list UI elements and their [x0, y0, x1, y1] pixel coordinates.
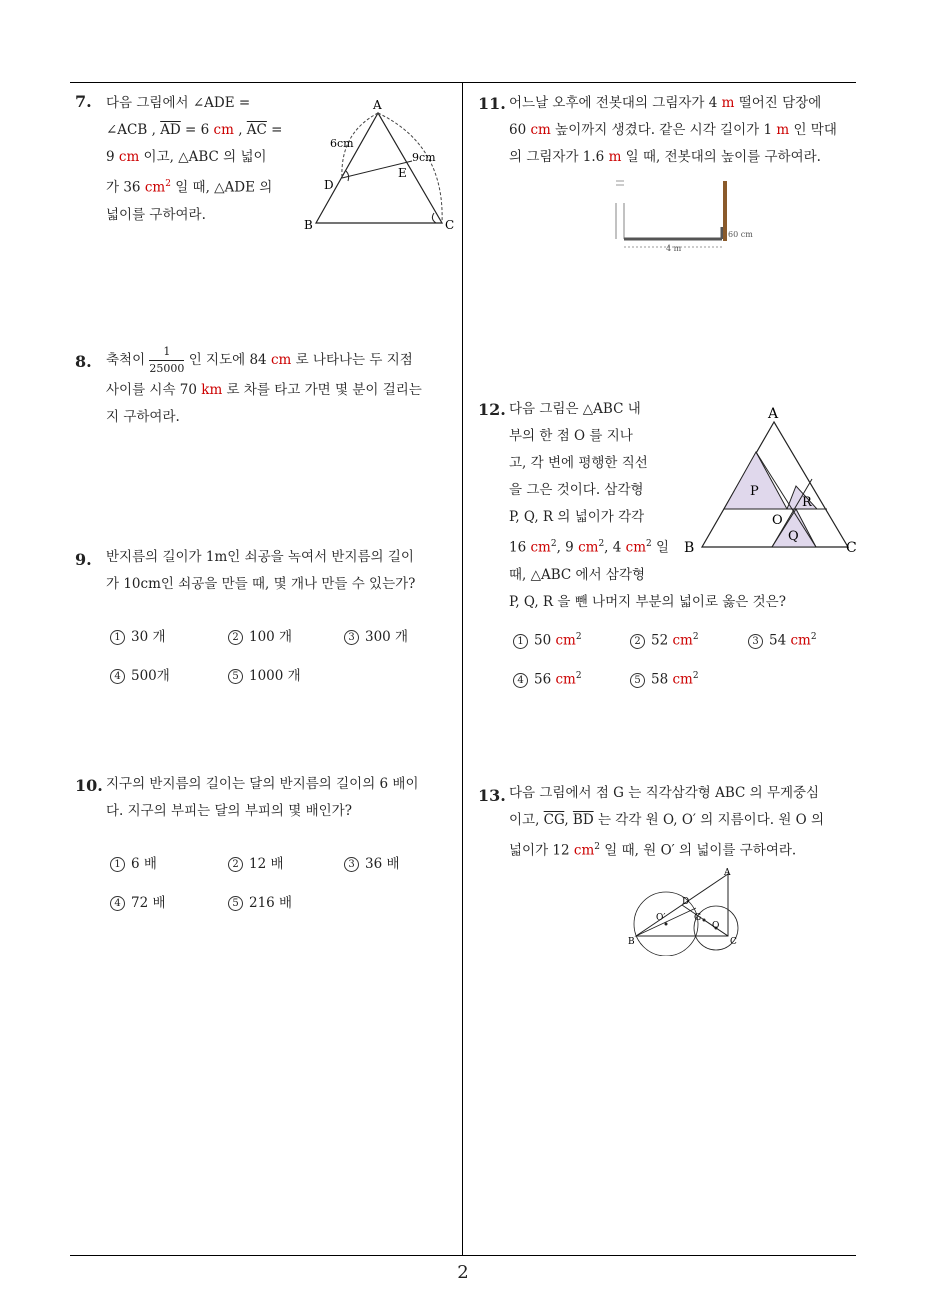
q7-line1: 다음 그림에서 ∠ADE =: [106, 95, 251, 111]
q10-number: 10.: [75, 776, 103, 795]
q12-line7: 때, △ABC 에서 삼각형: [509, 566, 646, 583]
q9-choice-2[interactable]: 2 100 개: [228, 625, 292, 645]
q10-text: [106, 771, 458, 825]
q7-fig-len2: 9cm: [412, 151, 436, 164]
q13-text: [509, 780, 861, 865]
q13-fig-O-prime: O′: [656, 913, 666, 923]
q13-line3: 넓이가 12 $cm^2$ 일 때, 원 O′ 의 넓이를 구하여라.: [509, 842, 797, 859]
q12-fig-R: R: [802, 495, 812, 510]
q13-number: 13.: [478, 786, 506, 805]
column-divider: [462, 82, 463, 1256]
q7-line2: ∠ACB , $\overline{AD} = 6$ cm , $\overline{AC}$ =: [106, 122, 283, 138]
q7-line3: 9 cm 이고, △ABC 의 넓이: [106, 149, 267, 165]
q11-text: [509, 90, 861, 171]
q12-line5: P, Q, R 의 넓이가 각각: [509, 509, 645, 525]
q12-choice-5[interactable]: 5 58 $cm^2$: [630, 671, 699, 688]
q10-line2: 다. 지구의 부피는 달의 부피의 몇 배인가?: [106, 803, 352, 819]
q9-choice-1[interactable]: 1 30 개: [110, 625, 166, 645]
q12-fig-C: C: [846, 540, 857, 556]
q13-fig-G: G: [694, 913, 702, 923]
q7-fig-len1: 6cm: [330, 137, 354, 150]
q13-fig-D: D: [682, 897, 690, 907]
q8-line3: 지 구하여라.: [106, 409, 180, 425]
q7-text: [106, 90, 292, 229]
q7-line4: 가 36 $cm^2$ 일 때, △ADE 의: [106, 179, 273, 196]
bottom-rule: [70, 1255, 856, 1256]
q12-number: 12.: [478, 400, 506, 419]
q11-figure: [610, 175, 760, 255]
q12-fig-O: O: [772, 513, 783, 528]
q10-choice-5[interactable]: 5 216 배: [228, 891, 292, 911]
q10-choice-3[interactable]: 3 36 배: [344, 852, 400, 872]
q13-fig-A: A: [724, 868, 731, 878]
q8-line1: 축척이 $\frac{1}{25000}$ 인 지도에 84 cm 로 나타나는 두 지점: [106, 345, 413, 375]
q12-line4: 을 그은 것이다. 삼각형: [509, 482, 644, 498]
q10-choice-2[interactable]: 2 12 배: [228, 852, 284, 872]
q9-choice-5[interactable]: 5 1000 개: [228, 664, 301, 684]
q12-line6: 16 $cm^2$, 9 $cm^2$, 4 $cm^2$ 일: [509, 539, 670, 556]
q11-fig-distance: 4 m: [666, 244, 682, 253]
q12-line8: P, Q, R 을 뺀 나머지 부분의 넓이로 옳은 것은?: [509, 593, 786, 610]
q12-line3: 고, 각 변에 평행한 직선: [509, 455, 648, 471]
q8-scale-fraction: $\frac{1}{25000}$: [149, 345, 185, 375]
q10-line1: 지구의 반지름의 길이는 달의 반지름의 길이의 6 배이: [106, 776, 419, 792]
q12-line2: 부의 한 점 O 를 지나: [509, 428, 633, 444]
q7-fig-E: E: [398, 166, 407, 180]
q11-line3: 의 그림자가 1.6 m 일 때, 전봇대의 높이를 구하여라.: [509, 149, 821, 165]
q12-fig-A: A: [768, 406, 779, 422]
page-number: 2: [457, 1262, 469, 1283]
q8-text: [106, 344, 456, 431]
q9-choice-4[interactable]: 4 500개: [110, 664, 170, 684]
q12-line1: 다음 그림은 △ABC 내: [509, 401, 641, 417]
q12-choice-4[interactable]: 4 56 $cm^2$: [513, 671, 582, 688]
q9-choice-3[interactable]: 3 300 개: [344, 625, 408, 645]
q8-line2: 사이를 시속 70 km 로 차를 타고 가면 몇 분이 걸리는: [106, 382, 422, 398]
q7-number: 7.: [75, 92, 92, 111]
q13-line1: 다음 그림에서 점 G 는 직각삼각형 ABC 의 무게중심: [509, 785, 820, 801]
q13-figure: [622, 866, 752, 956]
q11-fig-wall-height: 60 cm: [728, 230, 753, 239]
q10-choice-1[interactable]: 1 6 배: [110, 852, 157, 872]
q7-fig-B: B: [304, 218, 313, 232]
q12-choice-1[interactable]: 1 50 $cm^2$: [513, 632, 582, 649]
q8-number: 8.: [75, 352, 92, 371]
q13-fig-B: B: [628, 937, 635, 947]
q9-line2: 가 10cm인 쇠공을 만들 때, 몇 개나 만들 수 있는가?: [106, 576, 416, 592]
q12-fig-Q: Q: [788, 529, 799, 544]
q11-number: 11.: [478, 94, 506, 113]
q7-fig-A: A: [373, 98, 382, 112]
q13-fig-O: O: [712, 921, 720, 931]
q12-choice-3[interactable]: 3 54 $cm^2$: [748, 632, 817, 649]
q12-fig-P: P: [750, 484, 759, 499]
q11-line2: 60 cm 높이까지 생겼다. 같은 시각 길이가 1 m 인 막대: [509, 122, 837, 138]
q9-number: 9.: [75, 550, 92, 569]
q13-fig-C: C: [730, 937, 737, 947]
q12-fig-B: B: [684, 540, 695, 556]
top-rule: [70, 82, 856, 83]
q7-figure: [300, 95, 460, 235]
q9-line1: 반지름의 길이가 1m인 쇠공을 녹여서 반지름의 길이: [106, 549, 414, 565]
q12-figure: [682, 400, 862, 560]
q7-fig-D: D: [324, 178, 334, 192]
q10-choice-4[interactable]: 4 72 배: [110, 891, 166, 911]
q12-choice-2[interactable]: 2 52 $cm^2$: [630, 632, 699, 649]
q11-line1: 어느날 오후에 전봇대의 그림자가 4 m 떨어진 담장에: [509, 95, 822, 111]
q13-line2: 이고, $\overline{CG}$, $\overline{BD}$ 는 각각 원 O, O′ 의 지름이다. 원 O 의: [509, 812, 825, 828]
q7-fig-C: C: [445, 218, 455, 232]
q7-line5: 넓이를 구하여라.: [106, 206, 206, 223]
q9-text: [106, 544, 458, 598]
